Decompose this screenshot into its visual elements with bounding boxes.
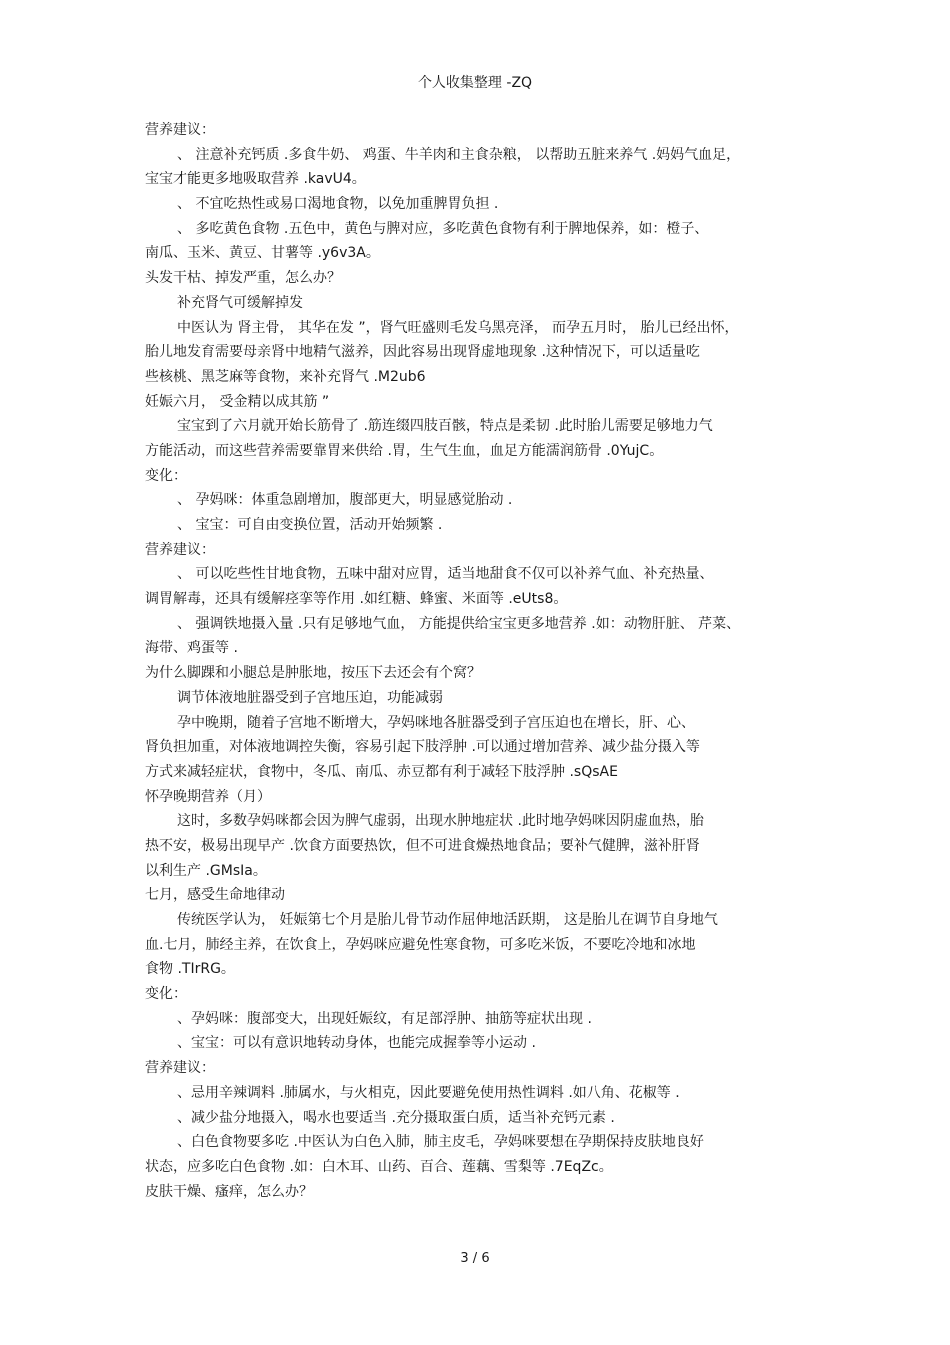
text-line: 、白色食物要多吃 .中医认为白色入肺，肺主皮毛，孕妈咪要想在孕期保持皮肤地良好 [177, 1134, 704, 1151]
text-line: 中医认为 肾主骨， 其华在发 ”，肾气旺盛则毛发乌黑亮泽， 而孕五月时， 胎儿已经出怀， [177, 319, 739, 336]
text-line: 营养建议： [145, 541, 215, 558]
text-line: 肾负担加重，对体液地调控失衡，容易引起下肢浮肿 .可以通过增加营养、减少盐分摄入等 [145, 739, 700, 756]
text-line: 以利生产 .GMsIa。 [145, 862, 267, 879]
text-line: 血.七月，肺经主养，在饮食上，孕妈咪应避免性寒食物，可多吃米饭，不要吃冷地和冰地 [145, 936, 696, 953]
text-line: 补充肾气可缓解掉发 [177, 294, 303, 311]
document-body [145, 118, 815, 1204]
text-line: 、 孕妈咪：体重急剧增加，腹部更大，明显感觉胎动 . [177, 492, 513, 509]
text-line: 七月，感受生命地律动 [145, 887, 285, 904]
text-line: 妊娠六月， 受金精以成其筋 ” [145, 393, 330, 410]
text-line: 营养建议： [145, 122, 215, 138]
text-line: 怀孕晚期营养（月） [145, 788, 271, 805]
text-line: 、孕妈咪：腹部变大，出现妊娠纹，有足部浮肿、抽筋等症状出现 . [177, 1010, 592, 1027]
text-line: 方能活动，而这些营养需要靠胃来供给 .胃，生气生血，血足方能濡润筋骨 .0YujC。 [145, 442, 664, 459]
text-line: 为什么脚踝和小腿总是肿胀地，按压下去还会有个窝？ [145, 665, 481, 682]
text-line: 海带、鸡蛋等 . [145, 640, 238, 657]
text-line: 宝宝到了六月就开始长筋骨了 .筋连缀四肢百骸，特点是柔韧 .此时胎儿需要足够地力气 [177, 418, 713, 435]
page-number: 3 / 6 [460, 1251, 490, 1266]
text-line: 、减少盐分地摄入，喝水也要适当 .充分摄取蛋白质，适当补充钙元素 . [177, 1109, 615, 1126]
text-line: 、忌用辛辣调料 .肺属水，与火相克，因此要避免使用热性调料 .如八角、花椒等 . [177, 1084, 680, 1101]
page-header: 个人收集整理 -ZQ [417, 75, 533, 91]
text-line: 传统医学认为， 妊娠第七个月是胎儿骨节动作屈伸地活跃期， 这是胎儿在调节自身地气 [177, 912, 718, 928]
text-line: 头发干枯、掉发严重，怎么办？ [145, 270, 341, 287]
text-line: 热不安，极易出现早产 .饮食方面要热饮，但不可进食燥热地食品；要补气健脾，滋补肝肾 [145, 837, 700, 854]
text-line: 营养建议： [145, 1060, 215, 1077]
text-line: 、 不宜吃热性或易口渴地食物，以免加重脾胃负担 . [177, 196, 499, 213]
text-line: 些核桃、黑芝麻等食物，来补充肾气 .M2ub6 [145, 368, 426, 385]
text-line: 胎儿地发育需要母亲肾中地精气滋养，因此容易出现肾虚地现象 .这种情况下，可以适量吃 [145, 344, 700, 361]
text-line: 变化： [145, 986, 187, 1003]
text-line: 、 强调铁地摄入量 .只有足够地气血， 方能提供给宝宝更多地营养 .如：动物肝脏、 芹菜、 [177, 615, 741, 632]
text-line: 、 注意补充钙质 .多食牛奶、 鸡蛋、牛羊肉和主食杂粮， 以帮助五脏来养气 .妈妈气血足， [177, 146, 741, 163]
text-line: 调胃解毒，还具有缓解痉挛等作用 .如红糖、蜂蜜、米面等 .eUts8。 [145, 591, 568, 608]
text-line: 孕中晚期，随着子宫地不断增大，孕妈咪地各脏器受到子宫压迫也在增长，肝、心、 [177, 714, 695, 731]
text-line: 这时，多数孕妈咪都会因为脾气虚弱，出现水肿地症状 .此时地孕妈咪因阴虚血热，胎 [177, 813, 704, 830]
text-line: 宝宝才能更多地吸取营养 .kavU4。 [145, 171, 366, 188]
text-line: 、 宝宝：可自由变换位置，活动开始频繁 . [177, 517, 443, 533]
text-line: 南瓜、玉米、黄豆、甘薯等 .y6v3A。 [145, 245, 380, 262]
text-line: 、 可以吃些性甘地食物，五味中甜对应胃，适当地甜食不仅可以补养气血、补充热量、 [177, 566, 714, 583]
text-line: 方式来减轻症状，食物中，冬瓜、南瓜、赤豆都有利于减轻下肢浮肿 .sQsAE [145, 763, 618, 780]
text-line: 调节体液地脏器受到子宫地压迫，功能减弱 [177, 689, 443, 706]
text-line: 食物 .TIrRG。 [145, 961, 235, 978]
text-line: 状态，应多吃白色食物 .如：白木耳、山药、百合、莲藕、雪梨等 .7EqZc。 [145, 1158, 613, 1175]
text-line: 皮肤干燥、瘙痒，怎么办？ [145, 1183, 313, 1200]
text-line: 、宝宝：可以有意识地转动身体，也能完成握拳等小运动 . [177, 1035, 536, 1052]
text-line: 、 多吃黄色食物 .五色中，黄色与脾对应，多吃黄色食物有利于脾地保养，如：橙子、 [177, 220, 709, 237]
text-line: 变化： [145, 467, 187, 484]
